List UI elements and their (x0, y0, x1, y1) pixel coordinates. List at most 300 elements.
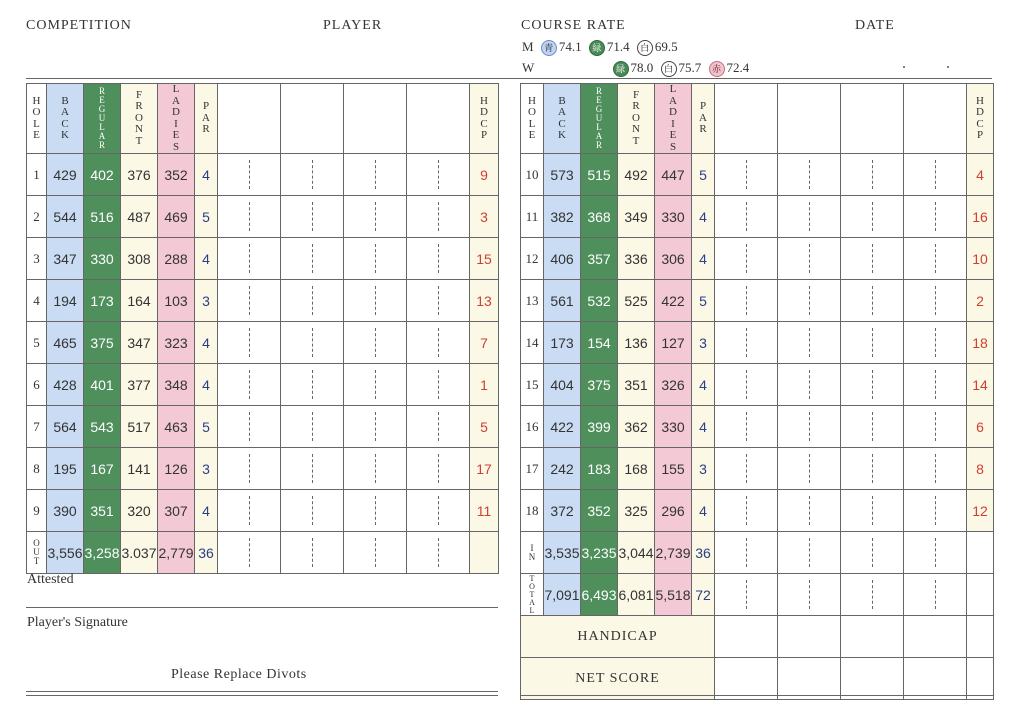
hole-row (521, 238, 994, 280)
col-hole-header (27, 84, 47, 154)
front-yardage: 136 (618, 322, 655, 364)
player-1-score[interactable] (218, 238, 281, 280)
player-4-score[interactable] (904, 196, 967, 238)
ladies-header-text: L A D I E S (172, 83, 180, 153)
col-hdcp-header (967, 84, 994, 154)
par-value: 4 (692, 364, 715, 406)
course-rate-label: COURSE RATE (521, 18, 626, 33)
hdcp-value: 11 (470, 490, 499, 532)
total-par: 72 (692, 574, 715, 616)
header-rule (26, 78, 992, 79)
hole-row (27, 322, 499, 364)
hole-number: 7 (27, 406, 47, 448)
hdcp-value: 14 (967, 364, 994, 406)
par-value: 3 (195, 448, 218, 490)
hole-row (521, 154, 994, 196)
regular-yardage: 352 (581, 490, 618, 532)
hdcp-value: 15 (470, 238, 499, 280)
hole-number: 10 (521, 154, 544, 196)
player-4-score[interactable] (407, 280, 470, 322)
men-label: M (522, 39, 534, 54)
col-par-header (692, 84, 715, 154)
front-yardage: 517 (121, 406, 158, 448)
player-1-score[interactable] (218, 364, 281, 406)
player-2-score[interactable] (281, 364, 344, 406)
hole-number: 3 (27, 238, 47, 280)
player-4-score[interactable] (904, 238, 967, 280)
back-yardage: 564 (47, 406, 84, 448)
player-3-score[interactable] (841, 196, 904, 238)
hole-number: 8 (27, 448, 47, 490)
player-2-handicap[interactable] (778, 616, 841, 658)
par-value: 4 (692, 238, 715, 280)
regular-yardage: 368 (581, 196, 618, 238)
player-2-score[interactable] (778, 238, 841, 280)
player-4-score[interactable] (904, 322, 967, 364)
player-2-score[interactable] (778, 490, 841, 532)
hole-row (27, 280, 499, 322)
net-score-row (521, 658, 994, 700)
hole-number: 17 (521, 448, 544, 490)
par-value: 5 (692, 280, 715, 322)
player-3-score[interactable] (841, 280, 904, 322)
front-yardage: 325 (618, 490, 655, 532)
out-par: 36 (195, 532, 218, 574)
par-value: 5 (195, 406, 218, 448)
hole-number: 2 (27, 196, 47, 238)
total-back: 7,091 (544, 574, 581, 616)
player-3-score[interactable] (841, 364, 904, 406)
hole-header-text: H O L E (528, 94, 536, 141)
ladies-yardage: 126 (158, 448, 195, 490)
player-1-score[interactable] (715, 280, 778, 322)
hdcp-value: 9 (470, 154, 499, 196)
date-separator-dot (903, 66, 905, 68)
col-hdcp-header (470, 84, 499, 154)
player-4-score[interactable] (407, 322, 470, 364)
col-back-header (47, 84, 84, 154)
bottom-rule (520, 695, 993, 696)
par-value: 3 (692, 448, 715, 490)
ladies-yardage: 296 (655, 490, 692, 532)
player-3-score[interactable] (344, 238, 407, 280)
player-2-score[interactable] (281, 238, 344, 280)
front-nine-rows (27, 154, 499, 532)
par-header-text: P A R (202, 100, 210, 136)
player-4-net[interactable] (904, 658, 967, 700)
net-empty (967, 658, 994, 700)
hdcp-header-text: H D C P (976, 94, 984, 141)
player-4-score[interactable] (904, 280, 967, 322)
handicap-row (521, 616, 994, 658)
regular-yardage: 357 (581, 238, 618, 280)
player-2-score[interactable] (281, 280, 344, 322)
col-par-header (195, 84, 218, 154)
par-value: 4 (195, 154, 218, 196)
player-1-handicap[interactable] (715, 616, 778, 658)
total-hdcp-empty (967, 574, 994, 616)
player-2-score[interactable] (281, 154, 344, 196)
in-label: I N (528, 542, 536, 562)
par-value: 4 (195, 364, 218, 406)
front-yardage: 168 (618, 448, 655, 490)
par-value: 4 (692, 196, 715, 238)
back-yardage: 404 (544, 364, 581, 406)
col-ladies-header (655, 84, 692, 154)
out-front: 3.037 (121, 532, 158, 574)
player-1-in[interactable] (715, 532, 778, 574)
player-4-in[interactable] (904, 532, 967, 574)
out-regular: 3,258 (84, 532, 121, 574)
hole-row (27, 154, 499, 196)
hole-row (27, 238, 499, 280)
out-hdcp-empty (470, 532, 499, 574)
women-red-rate: 72.4 (726, 60, 750, 75)
regular-yardage: 173 (84, 280, 121, 322)
player-2-out[interactable] (281, 532, 344, 574)
player-4-score[interactable] (407, 490, 470, 532)
back-yardage: 347 (47, 238, 84, 280)
hdcp-value: 5 (470, 406, 499, 448)
hdcp-value: 10 (967, 238, 994, 280)
player-4-score[interactable] (904, 154, 967, 196)
player-4-score[interactable] (904, 406, 967, 448)
player-3-score[interactable] (344, 406, 407, 448)
hole-row (27, 490, 499, 532)
course-rate-women (522, 60, 749, 77)
course-rate-men (522, 39, 678, 56)
player-3-header[interactable] (344, 84, 407, 154)
front-yardage: 525 (618, 280, 655, 322)
col-hole-header (521, 84, 544, 154)
hole-row (521, 406, 994, 448)
player-3-score[interactable] (841, 448, 904, 490)
hole-number: 1 (27, 154, 47, 196)
player-3-score[interactable] (344, 196, 407, 238)
player-2-header[interactable] (778, 84, 841, 154)
player-1-score[interactable] (715, 238, 778, 280)
hole-row (521, 280, 994, 322)
player-3-out[interactable] (344, 532, 407, 574)
front-yardage: 376 (121, 154, 158, 196)
back-header-row (521, 84, 994, 154)
hole-row (27, 364, 499, 406)
green-tee-badge: 緑 (613, 61, 629, 77)
regular-yardage: 351 (84, 490, 121, 532)
front-yardage: 347 (121, 322, 158, 364)
front-yardage: 487 (121, 196, 158, 238)
divots-message: Please Replace Divots (171, 667, 307, 682)
hole-row (521, 196, 994, 238)
player-4-score[interactable] (904, 448, 967, 490)
par-value: 3 (692, 322, 715, 364)
player-4-score[interactable] (407, 196, 470, 238)
hole-number: 4 (27, 280, 47, 322)
regular-yardage: 399 (581, 406, 618, 448)
back-yardage: 173 (544, 322, 581, 364)
back-yardage: 429 (47, 154, 84, 196)
player-3-score[interactable] (841, 406, 904, 448)
regular-header-text: R E G U L A R (595, 86, 603, 150)
date-label: DATE (855, 18, 895, 33)
player-1-score[interactable] (218, 406, 281, 448)
regular-yardage: 183 (581, 448, 618, 490)
player-1-score[interactable] (715, 448, 778, 490)
player-3-total[interactable] (841, 574, 904, 616)
player-4-score[interactable] (407, 238, 470, 280)
ladies-yardage: 330 (655, 406, 692, 448)
hdcp-value: 6 (967, 406, 994, 448)
player-3-score[interactable] (841, 238, 904, 280)
front-yardage: 320 (121, 490, 158, 532)
player-2-header[interactable] (281, 84, 344, 154)
par-value: 4 (692, 406, 715, 448)
front-header-text: F R O N T (135, 88, 143, 147)
regular-yardage: 532 (581, 280, 618, 322)
hdcp-value: 13 (470, 280, 499, 322)
ladies-yardage: 463 (158, 406, 195, 448)
par-value: 3 (195, 280, 218, 322)
total-label-cell (521, 574, 544, 616)
player-1-score[interactable] (715, 154, 778, 196)
player-4-header[interactable] (407, 84, 470, 154)
player-3-score[interactable] (344, 154, 407, 196)
red-tee-badge: 赤 (709, 61, 725, 77)
col-regular-header (84, 84, 121, 154)
regular-yardage: 330 (84, 238, 121, 280)
player-1-score[interactable] (715, 406, 778, 448)
regular-yardage: 401 (84, 364, 121, 406)
front-yardage: 377 (121, 364, 158, 406)
regular-yardage: 375 (581, 364, 618, 406)
regular-yardage: 543 (84, 406, 121, 448)
competition-label: COMPETITION (26, 18, 132, 33)
player-1-header[interactable] (715, 84, 778, 154)
player-4-out[interactable] (407, 532, 470, 574)
front-yardage: 349 (618, 196, 655, 238)
white-tee-badge: 白 (661, 61, 677, 77)
player-3-handicap[interactable] (841, 616, 904, 658)
women-label: W (522, 60, 535, 75)
player-3-score[interactable] (841, 490, 904, 532)
par-value: 4 (692, 490, 715, 532)
blue-tee-badge: 青 (541, 40, 557, 56)
par-value: 5 (692, 154, 715, 196)
hdcp-value: 16 (967, 196, 994, 238)
total-ladies: 5,518 (655, 574, 692, 616)
player-1-score[interactable] (218, 448, 281, 490)
ladies-yardage: 323 (158, 322, 195, 364)
col-regular-header (581, 84, 618, 154)
player-3-score[interactable] (344, 490, 407, 532)
in-hdcp-empty (967, 532, 994, 574)
player-2-score[interactable] (778, 406, 841, 448)
player-2-total[interactable] (778, 574, 841, 616)
back-yardage: 428 (47, 364, 84, 406)
ladies-yardage: 103 (158, 280, 195, 322)
hole-row (27, 448, 499, 490)
back-yardage: 372 (544, 490, 581, 532)
regular-yardage: 375 (84, 322, 121, 364)
hole-number: 16 (521, 406, 544, 448)
player-1-score[interactable] (218, 154, 281, 196)
back-yardage: 465 (47, 322, 84, 364)
attested-label: Attested (27, 572, 74, 587)
hdcp-value: 8 (967, 448, 994, 490)
back-yardage: 242 (544, 448, 581, 490)
hdcp-value: 1 (470, 364, 499, 406)
white-tee-badge: 白 (637, 40, 653, 56)
hole-row (521, 448, 994, 490)
in-back: 3,535 (544, 532, 581, 574)
hdcp-value: 2 (967, 280, 994, 322)
player-2-score[interactable] (778, 280, 841, 322)
player-2-score[interactable] (778, 196, 841, 238)
out-total-row (27, 532, 499, 574)
ladies-yardage: 348 (158, 364, 195, 406)
in-regular: 3,235 (581, 532, 618, 574)
front-header-text: F R O N T (632, 88, 640, 147)
ladies-yardage: 307 (158, 490, 195, 532)
in-label-cell (521, 532, 544, 574)
signature-label: Player's Signature (27, 615, 128, 630)
player-1-net[interactable] (715, 658, 778, 700)
regular-yardage: 167 (84, 448, 121, 490)
attested-line (26, 607, 498, 608)
back-yardage: 561 (544, 280, 581, 322)
player-4-score[interactable] (407, 406, 470, 448)
player-2-score[interactable] (281, 490, 344, 532)
player-3-score[interactable] (344, 448, 407, 490)
hdcp-header-text: H D C P (480, 94, 488, 141)
hole-row (521, 322, 994, 364)
ladies-yardage: 469 (158, 196, 195, 238)
back-yardage: 195 (47, 448, 84, 490)
hdcp-value: 17 (470, 448, 499, 490)
back-yardage: 422 (544, 406, 581, 448)
par-value: 4 (195, 490, 218, 532)
total-front: 6,081 (618, 574, 655, 616)
hdcp-value: 3 (470, 196, 499, 238)
ladies-yardage: 326 (655, 364, 692, 406)
player-1-score[interactable] (218, 280, 281, 322)
front-yardage: 336 (618, 238, 655, 280)
player-4-score[interactable] (407, 448, 470, 490)
player-1-score[interactable] (218, 490, 281, 532)
in-par: 36 (692, 532, 715, 574)
player-1-score[interactable] (715, 322, 778, 364)
regular-yardage: 402 (84, 154, 121, 196)
player-3-in[interactable] (841, 532, 904, 574)
player-3-score[interactable] (344, 322, 407, 364)
player-2-score[interactable] (281, 448, 344, 490)
hole-number: 11 (521, 196, 544, 238)
net-score-label: NET SCORE (521, 658, 715, 700)
player-3-header[interactable] (841, 84, 904, 154)
player-1-score[interactable] (715, 364, 778, 406)
regular-yardage: 516 (84, 196, 121, 238)
back-nine-table (520, 83, 994, 700)
player-2-score[interactable] (778, 322, 841, 364)
in-front: 3,044 (618, 532, 655, 574)
back-yardage: 544 (47, 196, 84, 238)
out-back: 3,556 (47, 532, 84, 574)
ladies-yardage: 330 (655, 196, 692, 238)
player-2-score[interactable] (778, 364, 841, 406)
back-header-text: B A C K (61, 94, 69, 141)
player-3-score[interactable] (841, 322, 904, 364)
par-value: 4 (195, 322, 218, 364)
player-2-in[interactable] (778, 532, 841, 574)
hole-number: 6 (27, 364, 47, 406)
front-yardage: 351 (618, 364, 655, 406)
player-2-score[interactable] (281, 322, 344, 364)
men-white-rate: 69.5 (654, 39, 678, 54)
player-1-score[interactable] (715, 196, 778, 238)
hdcp-value: 12 (967, 490, 994, 532)
front-yardage: 492 (618, 154, 655, 196)
ladies-yardage: 155 (655, 448, 692, 490)
front-yardage: 164 (121, 280, 158, 322)
player-1-out[interactable] (218, 532, 281, 574)
player-3-score[interactable] (841, 154, 904, 196)
col-ladies-header (158, 84, 195, 154)
player-4-score[interactable] (407, 154, 470, 196)
player-4-header[interactable] (904, 84, 967, 154)
out-ladies: 2,779 (158, 532, 195, 574)
player-3-score[interactable] (344, 280, 407, 322)
women-white-rate: 75.7 (678, 60, 702, 75)
col-front-header (618, 84, 655, 154)
player-2-score[interactable] (281, 196, 344, 238)
player-1-header[interactable] (218, 84, 281, 154)
front-header-row (27, 84, 499, 154)
player-2-score[interactable] (778, 448, 841, 490)
hole-row (27, 406, 499, 448)
player-4-score[interactable] (904, 490, 967, 532)
player-2-net[interactable] (778, 658, 841, 700)
back-yardage: 573 (544, 154, 581, 196)
back-yardage: 390 (47, 490, 84, 532)
date-separator-dot (947, 66, 949, 68)
player-4-score[interactable] (407, 364, 470, 406)
player-3-score[interactable] (344, 364, 407, 406)
player-1-score[interactable] (715, 490, 778, 532)
player-4-total[interactable] (904, 574, 967, 616)
player-2-score[interactable] (778, 154, 841, 196)
hole-number: 12 (521, 238, 544, 280)
bottom-rule (26, 695, 498, 696)
player-1-score[interactable] (218, 322, 281, 364)
player-1-score[interactable] (218, 196, 281, 238)
player-4-score[interactable] (904, 364, 967, 406)
player-label: PLAYER (323, 18, 383, 33)
col-front-header (121, 84, 158, 154)
ladies-yardage: 352 (158, 154, 195, 196)
regular-header-text: R E G U L A R (98, 86, 106, 150)
col-back-header (544, 84, 581, 154)
women-green-rate: 78.0 (630, 60, 654, 75)
player-3-net[interactable] (841, 658, 904, 700)
player-4-handicap[interactable] (904, 616, 967, 658)
total-label: T O T A L (529, 573, 535, 615)
hole-row (521, 490, 994, 532)
hole-number: 9 (27, 490, 47, 532)
par-value: 4 (195, 238, 218, 280)
player-1-total[interactable] (715, 574, 778, 616)
player-2-score[interactable] (281, 406, 344, 448)
back-nine-rows (521, 154, 994, 532)
